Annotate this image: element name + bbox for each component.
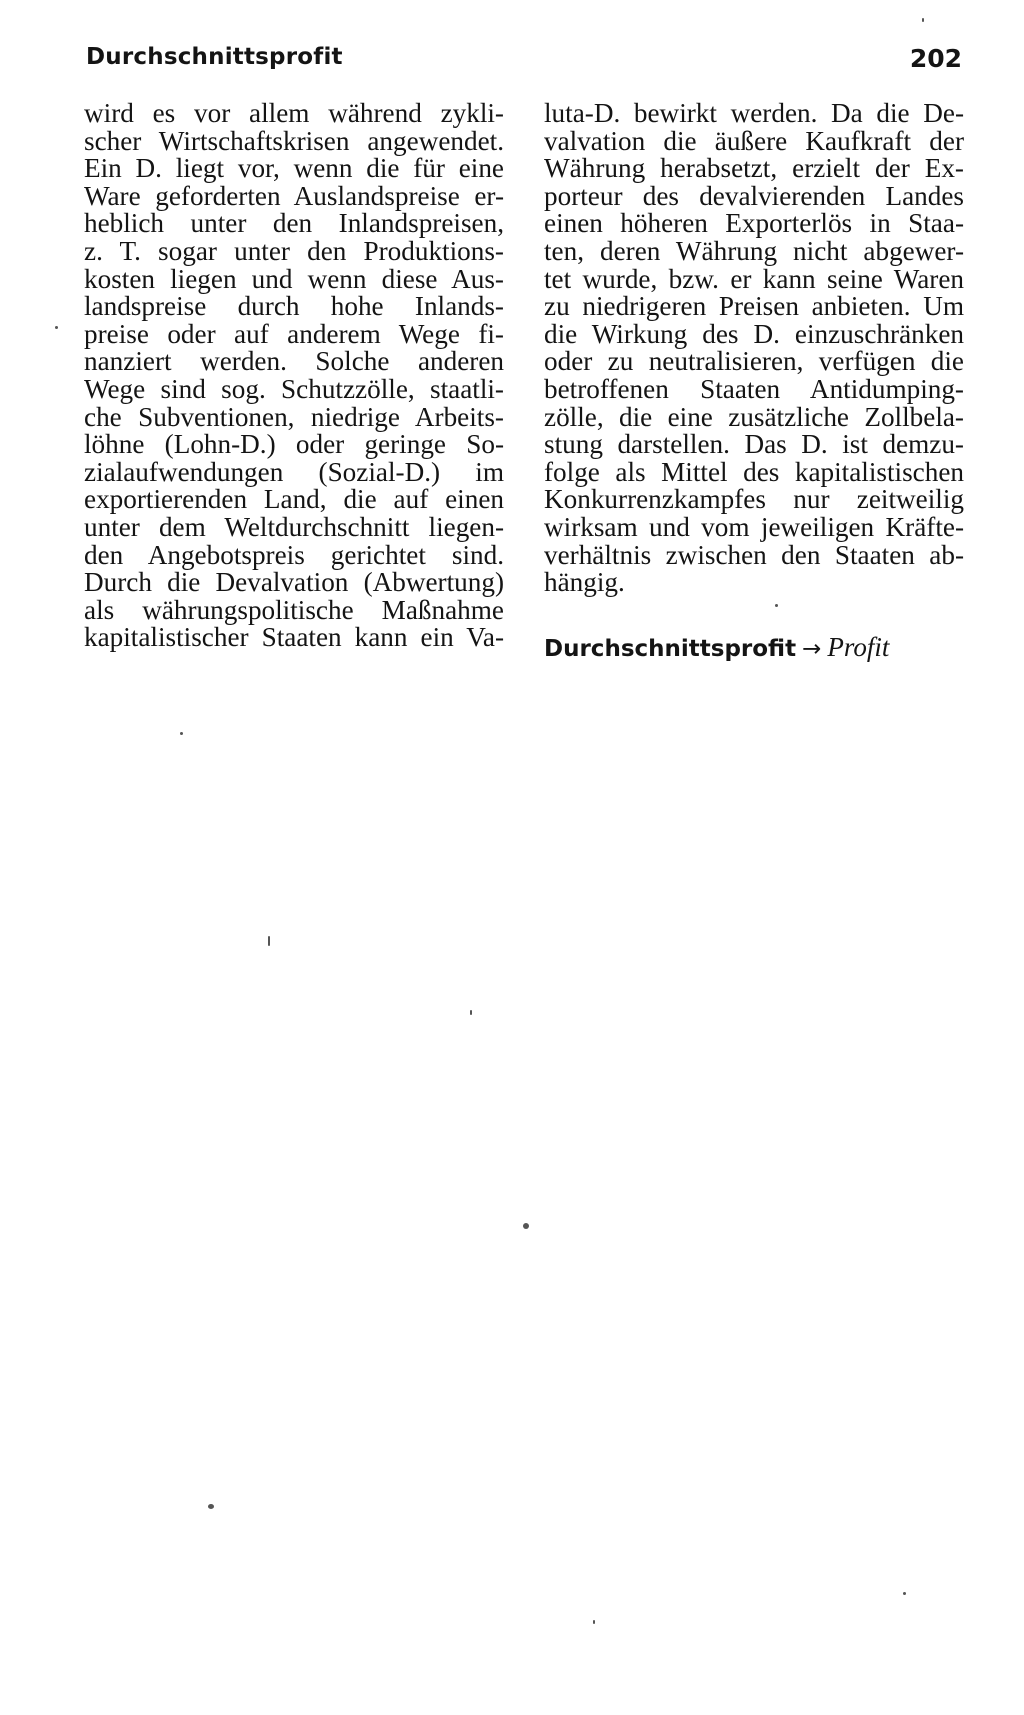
text-line: verhältnis zwischen den Staaten ab-	[544, 539, 964, 570]
text-line: Ware geforderten Auslandspreise er-	[84, 180, 504, 211]
text-line: che Subventionen, niedrige Arbeits-	[84, 401, 504, 432]
text-line: die Wirkung des D. einzuschränken	[544, 318, 964, 349]
text-line: landspreise durch hohe Inlands-	[84, 291, 504, 322]
scan-speck	[180, 732, 183, 735]
text-line: unter dem Weltdurchschnitt liegen-	[84, 511, 504, 542]
page-number: 202	[909, 44, 962, 73]
text-line: löhne (Lohn-D.) oder geringe So-	[84, 429, 504, 460]
running-head-word: Durchschnittsprofit	[86, 44, 343, 70]
text-line: kapitalistischer Staaten kann ein Va-	[84, 622, 504, 653]
scan-speck	[903, 1592, 906, 1595]
text-line: stung darstellen. Das D. ist demzu-	[544, 429, 964, 460]
arrow-right-icon: →	[802, 636, 822, 662]
scan-speck	[55, 326, 58, 329]
text-line: preise oder auf anderem Wege fi-	[84, 318, 504, 349]
text-line: als währungspolitische Maßnahme	[84, 594, 504, 625]
text-line: valvation die äußere Kaufkraft der	[544, 125, 964, 156]
text-line: Durch die Devalvation (Abwertung)	[84, 567, 504, 598]
text-line: Ein D. liegt vor, wenn die für eine	[84, 153, 504, 184]
text-line: wirksam und vom jeweiligen Kräfte-	[544, 511, 964, 542]
scan-speck	[208, 1504, 214, 1509]
text-line: porteur des devalvierenden Landes	[544, 180, 964, 211]
text-line: einen höheren Exporterlös in Staa-	[544, 208, 964, 239]
text-line: den Angebotspreis gerichtet sind.	[84, 539, 504, 570]
running-head	[86, 44, 962, 84]
text-line: Wege sind sog. Schutzzölle, staatli-	[84, 373, 504, 404]
scan-speck	[523, 1223, 529, 1229]
text-line: zölle, die eine zusätzliche Zollbela-	[544, 401, 964, 432]
text-line: z. T. sogar unter den Produktions-	[84, 235, 504, 266]
text-line: Konkurrenzkampfes nur zeitweilig	[544, 484, 964, 515]
text-line: exportierenden Land, die auf einen	[84, 484, 504, 515]
text-line: nanziert werden. Solche anderen	[84, 346, 504, 377]
text-line: wird es vor allem während zykli-	[84, 98, 504, 128]
cross-reference-headword: Durchschnittsprofit	[544, 636, 797, 662]
text-line: hängig.	[544, 567, 625, 598]
text-line: luta-D. bewirkt werden. Da die De-	[544, 98, 964, 128]
text-line: tet wurde, bzw. er kann seine Waren	[544, 263, 964, 294]
text-line: Währung herabsetzt, erzielt der Ex-	[544, 153, 964, 184]
right-column	[544, 100, 964, 597]
scan-speck	[922, 18, 924, 22]
text-line: zialaufwendungen (Sozial-D.) im	[84, 456, 504, 487]
text-line: oder zu neutralisieren, verfügen die	[544, 346, 964, 377]
text-line: heblich unter den Inlandspreisen,	[84, 208, 504, 239]
cross-reference-entry	[544, 632, 889, 663]
left-column	[84, 100, 504, 652]
text-line: folge als Mittel des kapitalistischen	[544, 456, 964, 487]
scan-speck	[775, 604, 778, 607]
text-line: scher Wirtschaftskrisen angewendet.	[84, 125, 504, 156]
text-line: ten, deren Währung nicht abgewer-	[544, 235, 964, 266]
text-line: zu niedrigeren Preisen anbieten. Um	[544, 291, 964, 322]
text-line: kosten liegen und wenn diese Aus-	[84, 263, 504, 294]
scan-speck	[593, 1620, 595, 1624]
scan-speck	[268, 936, 270, 946]
cross-reference-target[interactable]: Profit	[827, 632, 890, 662]
text-line: betroffenen Staaten Antidumping-	[544, 373, 964, 404]
scan-speck	[470, 1010, 472, 1015]
